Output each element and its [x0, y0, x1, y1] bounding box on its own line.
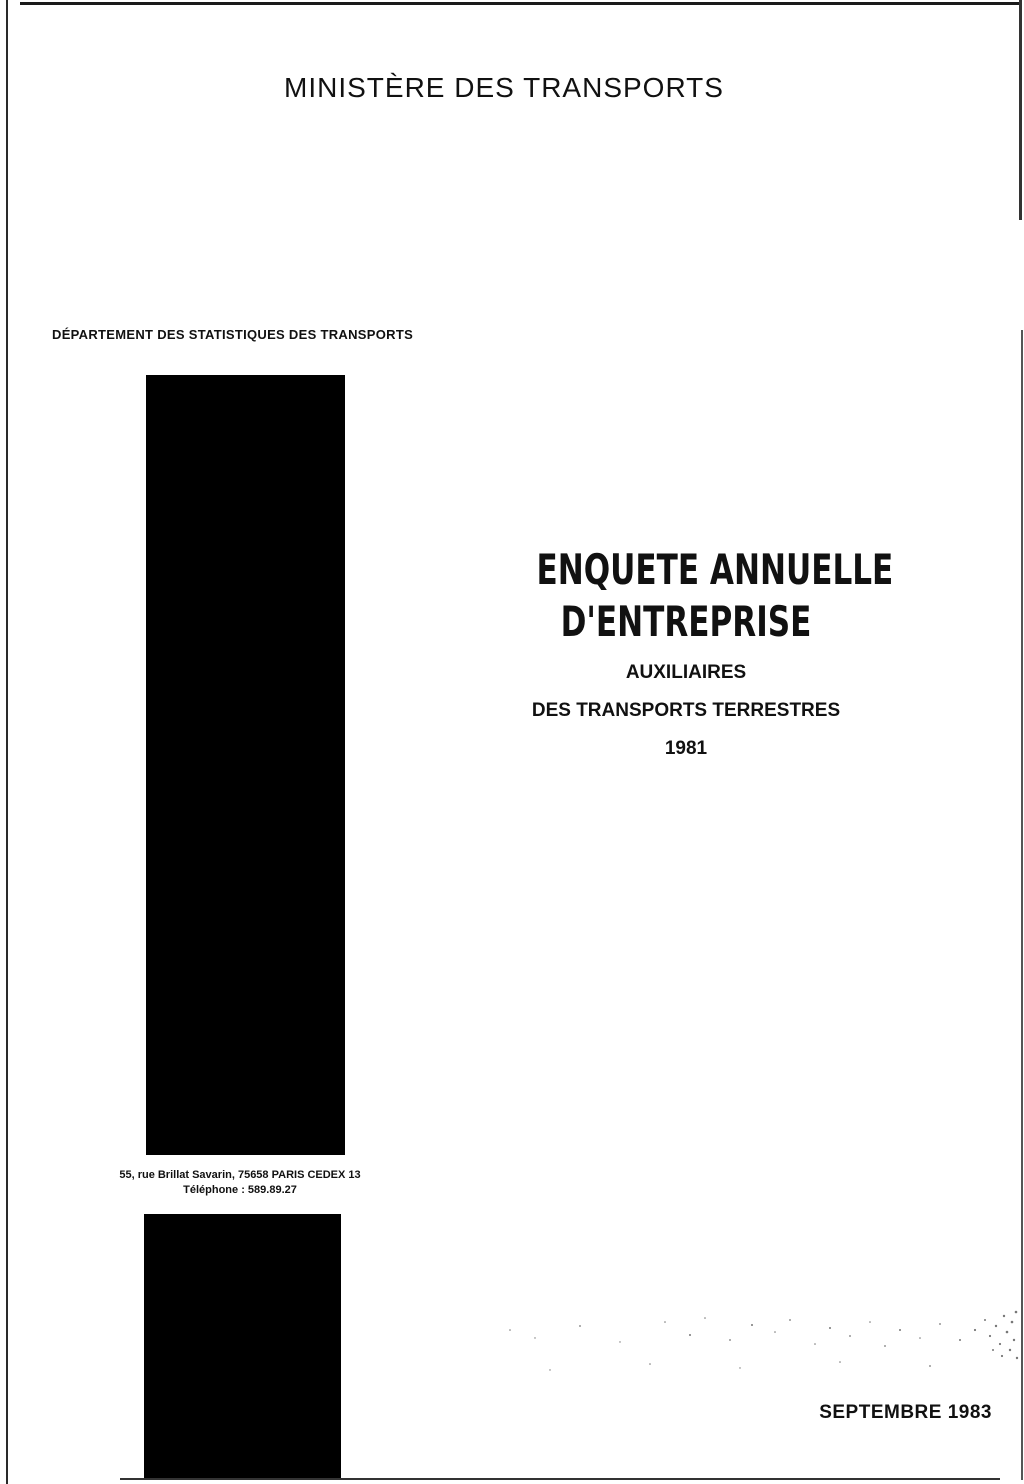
scan-border-right-lower: [1021, 330, 1023, 1480]
address-street: 55, rue Brillat Savarin, 75658 PARIS CEDEX 13: [119, 1169, 361, 1181]
title-line-2: D'ENTREPRISE: [560, 597, 812, 646]
scan-noise-speckles: [490, 1300, 1020, 1390]
report-year: 1981: [664, 738, 708, 759]
scan-border-right-upper: [1019, 0, 1022, 220]
address-block: [80, 1168, 400, 1198]
title-block: [484, 544, 894, 768]
subtitle-auxiliaires: AUXILIAIRES: [625, 662, 747, 683]
ministry-heading: MINISTÈRE DES TRANSPORTS: [284, 72, 724, 103]
scan-border-bottom: [120, 1478, 1000, 1480]
address-phone: Téléphone : 589.89.27: [183, 1184, 297, 1196]
title-line-1: ENQUETE ANNUELLE: [536, 545, 894, 594]
scan-border-left: [6, 0, 8, 1484]
subtitle-transports-terrestres: DES TRANSPORTS TERRESTRES: [531, 700, 841, 721]
department-label: DÉPARTEMENT DES STATISTIQUES DES TRANSPORTS: [52, 327, 414, 342]
publication-date: SEPTEMBRE 1983: [819, 1402, 992, 1423]
decorative-black-bar-lower: [144, 1214, 341, 1478]
scan-border-top: [20, 2, 1020, 5]
decorative-black-bar-upper: [146, 375, 345, 1155]
